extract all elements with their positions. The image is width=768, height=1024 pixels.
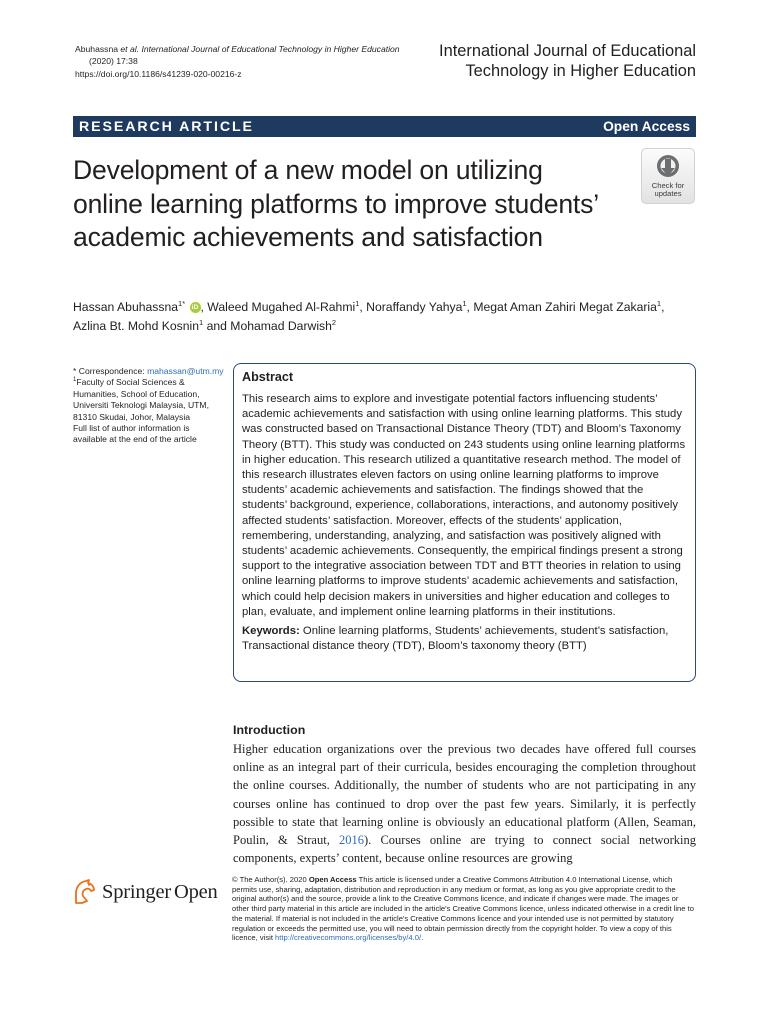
citation-block	[75, 43, 405, 80]
journal-name-line1: International Journal of Educational	[439, 42, 696, 60]
springer-brand-suffix: Open	[174, 880, 218, 903]
author-affiliation-mark: 1	[199, 317, 204, 327]
springer-horse-icon	[73, 879, 97, 905]
journal-name	[396, 41, 696, 81]
affiliation-text: Faculty of Social Sciences & Humanities, School of Education, Universiti Teknologi Malaysia, UTM, 81310 Skudai, Johor, Malaysia	[73, 377, 209, 422]
check-for-updates-icon	[656, 154, 680, 180]
license-copyright: © The Author(s). 2020	[232, 875, 307, 884]
citation-etal: et al.	[120, 44, 140, 54]
open-access-label: Open Access	[603, 119, 690, 134]
author-name[interactable]: Megat Aman Zahiri Megat Zakaria	[473, 300, 657, 314]
author-name[interactable]: Mohamad Darwish	[230, 319, 332, 333]
author-affiliation-mark: 1	[462, 298, 467, 308]
article-title: Development of a new model on utilizing online learning platforms to improve students’ academic achievements and satisfaction	[73, 155, 598, 253]
license-text: This article is licensed under a Creative Commons Attribution 4.0 International License, which permits use, sharing, adaptation, distribution and reproduction in any medium or format, as long as you give appropriate credit to the original author(s) and the source, provide a link to the Creative Commons licence, and indicate if changes were made. The images or other third party material in this article are included in the article's Creative Commons licence, unless indicated otherwise in a credit line to the material. If material is not included in the article's Creative Commons licence and your intended use is not permitted by statutory regulation or exceeds the permitted use, you will need to obtain permission directly from the copyright holder. To view a copy of this licence, visit	[232, 875, 694, 943]
affiliation-mark: 1	[73, 377, 77, 384]
author-affiliation-mark: 1	[355, 298, 360, 308]
article-type-banner	[73, 116, 696, 137]
author-list: Hassan Abuhassna$^{1*}$ iD , Waleed Mugahed Al-Rahmi$^1$, Noraffandy Yahya$^1$, Megat Aman Zahiri Megat Zakaria$^1$, Azlina Bt. Mohd Kosnin$^1$ and Mohamad Darwish$^2$	[73, 298, 665, 333]
author-name[interactable]: Azlina Bt. Mohd Kosnin	[73, 319, 200, 333]
affiliation-block	[73, 366, 225, 446]
check-for-updates-line1: Check for	[651, 181, 685, 190]
license-end: .	[421, 933, 424, 943]
author-name[interactable]: Noraffandy Yahya	[366, 300, 463, 314]
keywords-label: Keywords:	[242, 625, 300, 638]
keywords-text: Online learning platforms, Students’ achievements, student’s satisfaction, Transactional distance theory (TDT), Bloom’s taxonomy theory (BTT)	[242, 625, 669, 653]
correspondence-email[interactable]: mahassan@utm.my	[147, 366, 224, 376]
introduction-text: Higher education organizations over the previous two decades have offered full courses online as an integral part of their curricula, besides encouraging the completion throughout the online courses. Additionally, the number of students who are not participating in any courses online has continued to drop over the past few years. Similarly, it is perfectly possible to state that learning online is obviously an educational platform (Allen, Seaman, Poulin, & Straut,	[233, 742, 696, 848]
abstract-body: This research aims to explore and investigate potential factors influencing students’ academic achievements and satisfaction with using online learning platforms. This study was constructed based on Transactional Distance Theory (TDT) and Bloom’s Taxonomy Theory (BTT). This study was conducted on 243 students using online learning platforms in higher education. This research utilized a quantitative research method. The model of this research illustrates eleven factors on using online learning platforms to improve students’ academic achievements and satisfaction. The findings showed that the students’ background, experience, collaborations, interactions, and autonomy positively affected students’ satisfaction. Moreover, effects of the students’ application, remembering, understanding, analyzing, and satisfaction was positively aligned with students’ academic achievements. Consequently, the empirical findings present a strong support to the integrative association between TDT and BTT theories in relation to using online learning platforms to improve students’ academic achievements and satisfaction, which could help decision makers in universities and higher education and colleges to plan, evaluate, and implement online learning platforms in their institutions.	[242, 393, 686, 618]
springer-brand: Springer	[102, 880, 171, 903]
citation-issue: (2020) 17:38	[89, 56, 138, 67]
author-affiliation-mark: 2	[331, 317, 337, 327]
author-affiliation-mark: 1*	[178, 298, 186, 308]
license-open-access: Open Access	[308, 875, 357, 884]
introduction-body	[233, 740, 696, 867]
author-name[interactable]: Hassan Abuhassna	[73, 300, 179, 314]
abstract-box	[233, 363, 696, 682]
abstract-heading: Abstract	[242, 370, 294, 384]
journal-name-line2: Technology in Higher Education	[465, 62, 696, 80]
license-link[interactable]: http://creativecommons.org/licenses/by/4.0/	[275, 933, 422, 943]
citation-journal: International Journal of Educational Technology in Higher Education	[141, 44, 400, 54]
author-name[interactable]: Waleed Mugahed Al-Rahmi	[207, 300, 356, 314]
citation-authors: Abuhassna	[75, 44, 119, 54]
correspondence-label: * Correspondence:	[73, 366, 145, 376]
doi-link[interactable]: https://doi.org/10.1186/s41239-020-00216-z	[75, 68, 242, 79]
reference-link[interactable]: 2016	[339, 833, 364, 848]
author-affiliation-mark: 1	[656, 298, 662, 308]
orcid-icon[interactable]: iD	[190, 302, 201, 313]
check-for-updates-line2: updates	[654, 189, 682, 198]
check-for-updates-badge[interactable]	[641, 148, 695, 204]
springer-open-logo[interactable]	[73, 877, 218, 907]
author-info-note: Full list of author information is available at the end of the article	[73, 423, 197, 445]
introduction-text-cont: ). Courses online are trying to connect social networking components, experts’ content, because online resources are growing	[233, 833, 696, 866]
keywords	[242, 624, 687, 654]
article-type-label: RESEARCH ARTICLE	[79, 118, 254, 135]
introduction-heading: Introduction	[233, 723, 306, 737]
license-note	[232, 875, 697, 943]
